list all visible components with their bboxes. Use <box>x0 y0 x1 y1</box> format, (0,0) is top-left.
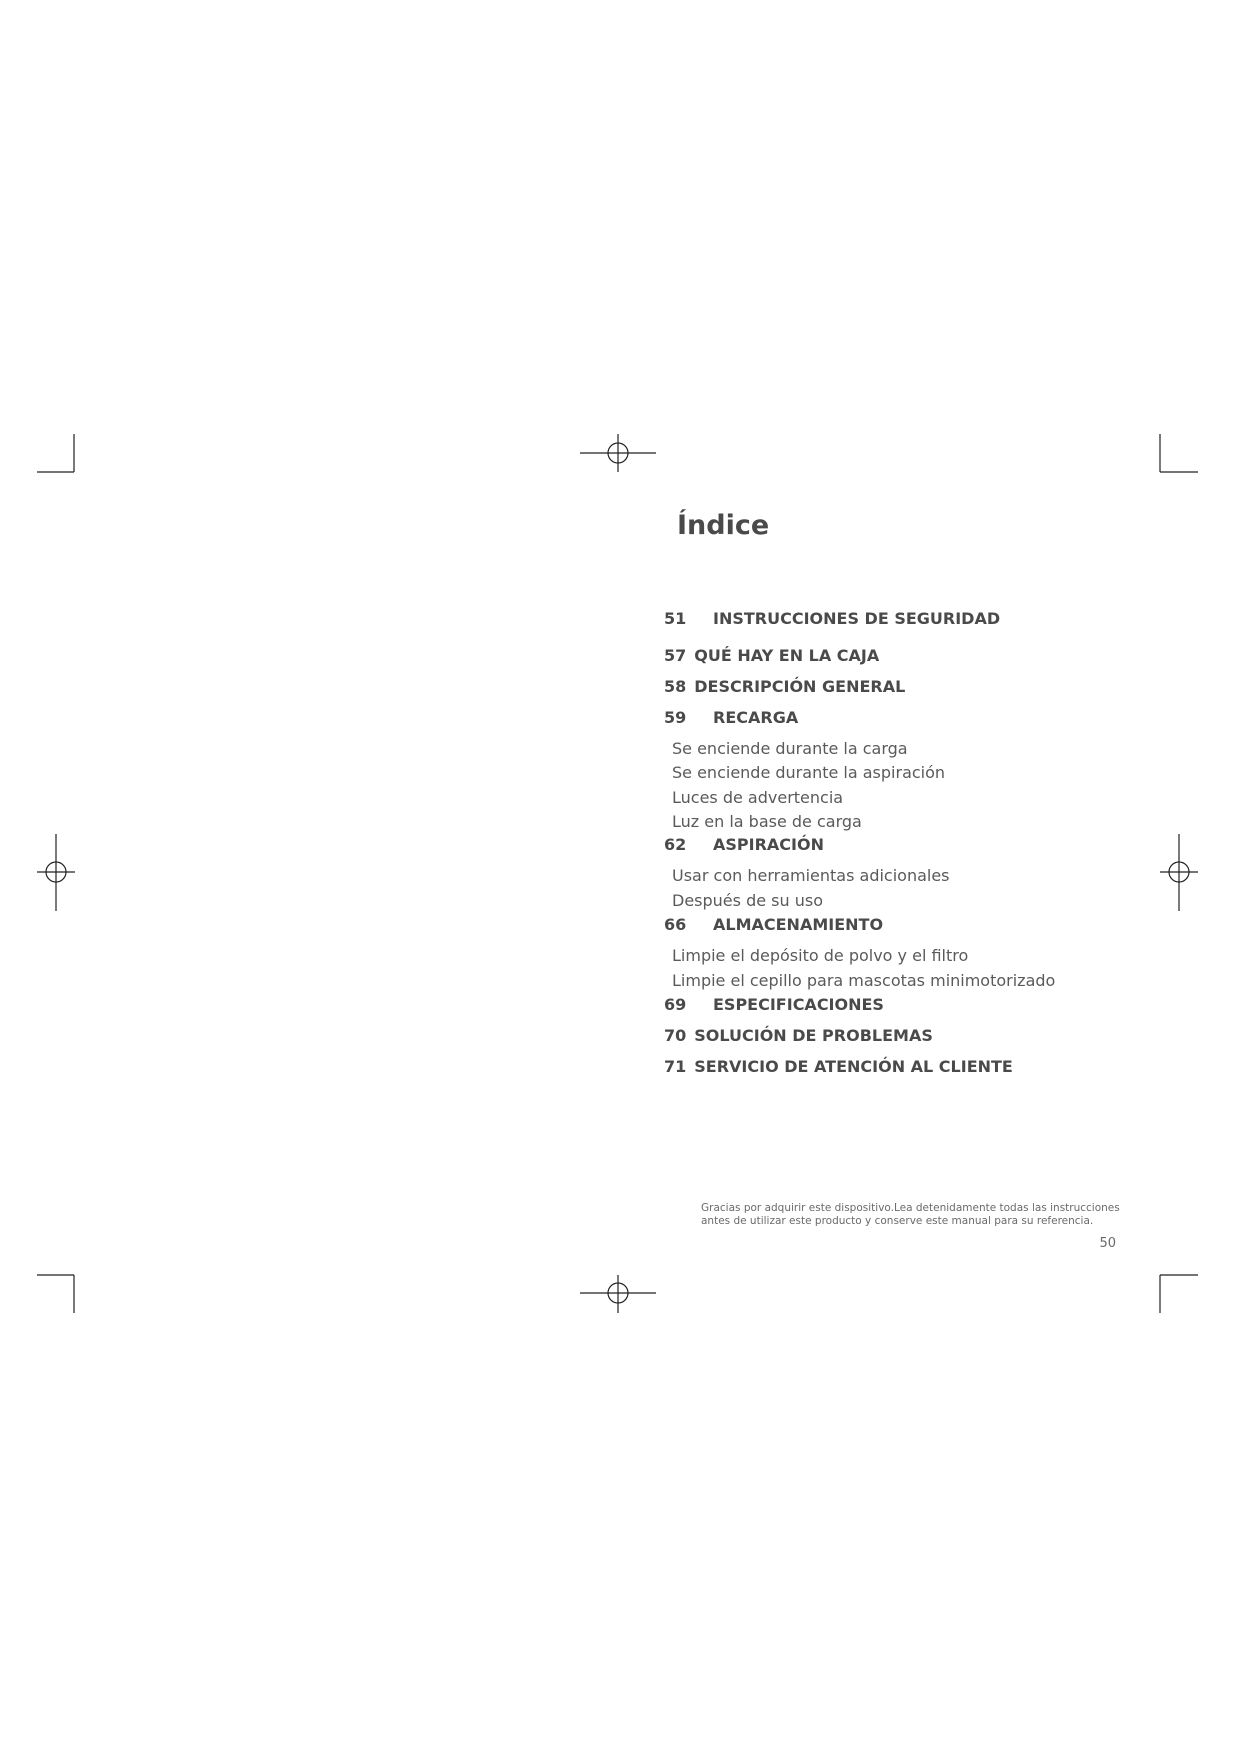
toc-page-number: 57 <box>664 646 687 665</box>
registration-mark-left <box>37 834 75 911</box>
toc-page-number: 51 <box>664 609 687 628</box>
toc-section-label: SERVICIO DE ATENCIÓN AL CLIENTE <box>694 1057 1013 1076</box>
toc-entry-vacuuming[interactable] <box>664 835 824 854</box>
toc-section-label: INSTRUCCIONES DE SEGURIDAD <box>713 609 1001 628</box>
toc-subentry[interactable]: Luz en la base de carga <box>672 812 862 831</box>
toc-section-label: QUÉ HAY EN LA CAJA <box>694 646 880 665</box>
toc-section-label: SOLUCIÓN DE PROBLEMAS <box>694 1026 933 1045</box>
toc-page-number: 62 <box>664 835 687 854</box>
toc-page-number: 71 <box>664 1057 687 1076</box>
footer-note: Gracias por adquirir este dispositivo.Lea detenidamente todas las instrucciones antes de utilizar este producto y conserve este manual para su referencia. <box>701 1202 1120 1227</box>
toc-page-number: 58 <box>664 677 687 696</box>
toc-page-number: 66 <box>664 915 687 934</box>
toc-entry-safety[interactable] <box>664 609 1000 628</box>
toc-subentry[interactable]: Usar con herramientas adicionales <box>672 866 950 885</box>
page-title: Índice <box>677 510 770 541</box>
registration-mark-bottom <box>580 1275 656 1313</box>
toc-entry-specifications[interactable] <box>664 995 884 1014</box>
toc-page-number: 59 <box>664 708 687 727</box>
toc-subentry[interactable]: Después de su uso <box>672 891 823 910</box>
toc-subentry[interactable]: Se enciende durante la aspiración <box>672 763 946 782</box>
registration-mark-top <box>580 434 656 472</box>
toc-section-label: ALMACENAMIENTO <box>713 915 884 934</box>
toc-subentry[interactable]: Limpie el cepillo para mascotas minimotorizado <box>672 971 1056 990</box>
toc-section-label: ASPIRACIÓN <box>713 835 824 854</box>
toc-section-label: DESCRIPCIÓN GENERAL <box>694 677 906 696</box>
toc-section-label: ESPECIFICACIONES <box>713 995 884 1014</box>
toc-entry-troubleshooting[interactable] <box>664 1026 933 1045</box>
toc-subentry[interactable]: Luces de advertencia <box>672 788 844 807</box>
toc-subentry[interactable]: Se enciende durante la carga <box>672 739 908 758</box>
toc-entry-storage[interactable] <box>664 915 883 934</box>
page-number: 50 <box>1099 1236 1116 1251</box>
toc-entry-overview[interactable] <box>664 677 905 696</box>
toc-page-number: 69 <box>664 995 687 1014</box>
toc-entry-charging[interactable] <box>664 708 798 727</box>
registration-mark-right <box>1160 834 1198 911</box>
toc-entry-customer-service[interactable] <box>664 1057 1013 1076</box>
toc-page-number: 70 <box>664 1026 687 1045</box>
toc-entry-box-contents[interactable] <box>664 646 879 665</box>
toc-subentry[interactable]: Limpie el depósito de polvo y el filtro <box>672 946 969 965</box>
toc-section-label: RECARGA <box>713 708 799 727</box>
